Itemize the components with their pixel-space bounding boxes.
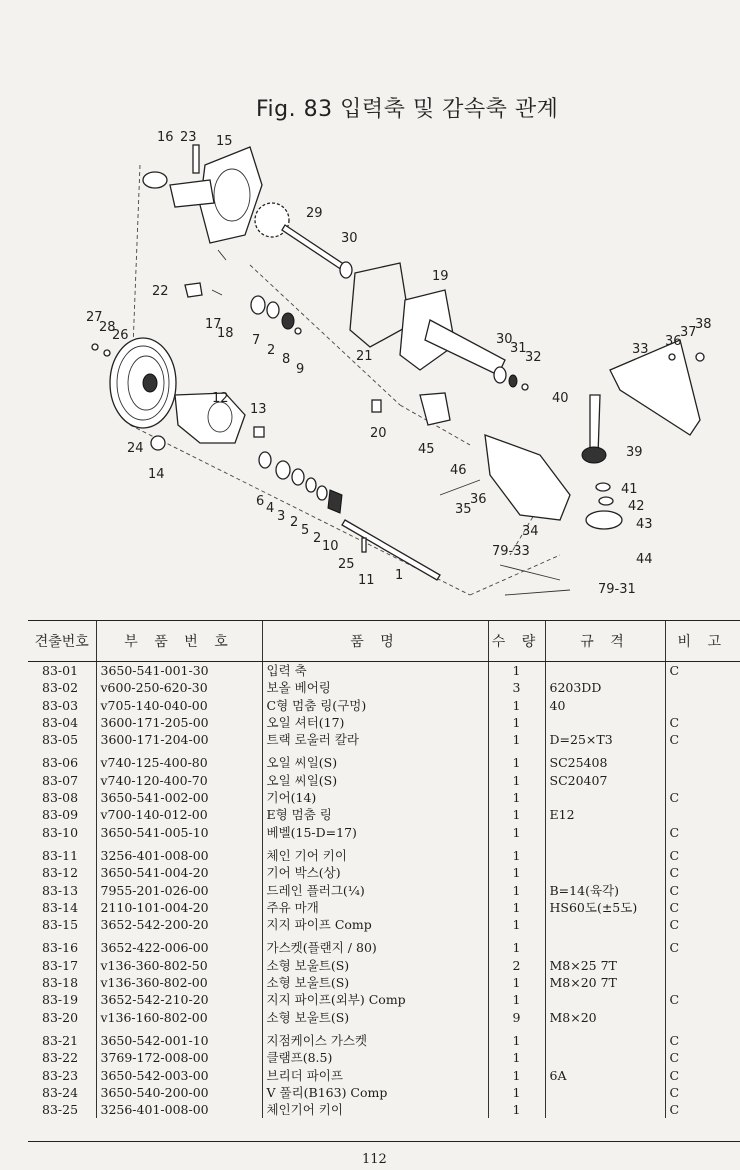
- gear-case-part: [485, 435, 570, 520]
- qty-cell: 1: [488, 1067, 545, 1084]
- part-no-cell: v705-140-040-00: [96, 697, 262, 714]
- flange-part: [586, 511, 622, 529]
- part-no-cell: v136-160-802-00: [96, 1009, 262, 1026]
- ref-no-cell: 83-16: [42, 940, 79, 956]
- bearing-part: [292, 469, 304, 485]
- washer-part: [92, 344, 98, 350]
- note-cell: C: [665, 991, 740, 1008]
- callout: 12: [212, 391, 229, 406]
- ref-no-cell: 83-23: [42, 1067, 79, 1083]
- part-name-cell: 소형 보울트(S): [262, 957, 488, 974]
- note-cell: C: [665, 1101, 740, 1118]
- part-name-cell: 브리더 파이프: [262, 1067, 488, 1084]
- callout: 1: [395, 568, 404, 583]
- spec-cell: HS60도(±5도): [545, 899, 665, 916]
- qty-cell: 1: [488, 714, 545, 731]
- callout: 24: [127, 441, 144, 456]
- callout: 9: [296, 362, 305, 377]
- callout: 5: [301, 523, 310, 538]
- note-cell: C: [665, 662, 740, 680]
- part-name-cell: 체인기어 키이: [262, 1101, 488, 1118]
- qty-cell: 1: [488, 806, 545, 823]
- ring-part: [596, 483, 610, 491]
- gear-part: [282, 313, 294, 329]
- callout: 30: [341, 231, 358, 246]
- part-no-cell: 3650-540-200-00: [96, 1084, 262, 1101]
- spec-cell: SC20407: [545, 772, 665, 789]
- gear-part: [509, 375, 517, 387]
- qty-cell: 9: [488, 1009, 545, 1026]
- spec-cell: [545, 824, 665, 841]
- part-name-cell: 보올 베어링: [262, 679, 488, 696]
- clamp-part: [185, 283, 202, 297]
- ring-part: [522, 384, 528, 390]
- ref-no-cell: 83-10: [42, 824, 79, 840]
- v-pulley-hub: [143, 374, 157, 392]
- callout: 14: [148, 467, 165, 482]
- bolt-part: [212, 290, 222, 295]
- callout: 39: [626, 445, 643, 460]
- part-no-cell: 3600-171-204-00: [96, 731, 262, 748]
- table-row: [28, 1067, 740, 1084]
- table-row: [28, 772, 740, 789]
- part-no-cell: 3652-422-006-00: [96, 933, 262, 956]
- note-cell: [665, 679, 740, 696]
- axis-line: [470, 555, 560, 595]
- part-name-cell: 지지 파이프(외부) Comp: [262, 991, 488, 1008]
- ref-no-cell: 83-22: [42, 1050, 79, 1066]
- bevel-gear-part: [582, 447, 606, 463]
- callout: 44: [636, 552, 653, 567]
- callout: 36: [665, 334, 682, 349]
- nut-part: [696, 353, 704, 361]
- part-name-cell: 트랙 로울러 칼라: [262, 731, 488, 748]
- spec-cell: M8×25 7T: [545, 957, 665, 974]
- table-row: [28, 957, 740, 974]
- part-name-cell: 소형 보울트(S): [262, 974, 488, 991]
- note-cell: [665, 806, 740, 823]
- part-no-cell: 3652-542-200-20: [96, 916, 262, 933]
- note-cell: C: [665, 789, 740, 806]
- part-name-cell: 오일 씨일(S): [262, 772, 488, 789]
- spec-cell: B=14(육각): [545, 882, 665, 899]
- table-row: [28, 789, 740, 806]
- part-no-cell: 3650-541-002-00: [96, 789, 262, 806]
- part-name-cell: 기어 박스(상): [262, 864, 488, 881]
- exploded-parts-diagram: [0, 125, 740, 620]
- table-row: [28, 974, 740, 991]
- col-header-spec: 규 격: [545, 621, 665, 662]
- key-part: [362, 538, 366, 552]
- part-no-cell: v740-125-400-80: [96, 748, 262, 771]
- ref-no-cell: 83-17: [42, 957, 79, 973]
- table-row: [28, 1009, 740, 1026]
- note-cell: C: [665, 841, 740, 864]
- spec-cell: M8×20: [545, 1009, 665, 1026]
- spec-cell: [545, 714, 665, 731]
- callout: 19: [432, 269, 449, 284]
- part-no-cell: v136-360-802-50: [96, 957, 262, 974]
- part-no-cell: 3256-401-008-00: [96, 1101, 262, 1118]
- part-name-cell: V 풀리(B163) Comp: [262, 1084, 488, 1101]
- breather-pipe-part: [193, 145, 199, 173]
- spec-cell: SC25408: [545, 748, 665, 771]
- callout: 2: [313, 531, 322, 546]
- callout: 16: [157, 130, 174, 145]
- callout: 37: [680, 325, 697, 340]
- spec-cell: 40: [545, 697, 665, 714]
- qty-cell: 1: [488, 697, 545, 714]
- qty-cell: 1: [488, 748, 545, 771]
- note-cell: C: [665, 882, 740, 899]
- spec-cell: M8×20 7T: [545, 974, 665, 991]
- callout: 11: [358, 573, 375, 588]
- qty-cell: 1: [488, 772, 545, 789]
- bevel-gear-part: [328, 490, 342, 513]
- callout: 2: [267, 343, 276, 358]
- callout: 6: [256, 494, 265, 509]
- callout: 30: [496, 332, 513, 347]
- callout: 46: [450, 463, 467, 478]
- qty-cell: 1: [488, 662, 545, 680]
- part-no-cell: 3256-401-008-00: [96, 841, 262, 864]
- table-row: [28, 714, 740, 731]
- part-no-cell: 2110-101-004-20: [96, 899, 262, 916]
- shutter-part: [317, 486, 327, 500]
- callout: 10: [322, 539, 339, 554]
- washer-part: [104, 350, 110, 356]
- callout: 26: [112, 328, 129, 343]
- spec-cell: [545, 916, 665, 933]
- spec-cell: [545, 1026, 665, 1049]
- ref-no-cell: 83-07: [42, 772, 79, 788]
- table-row: [28, 731, 740, 748]
- support-pipe-comp-part: [610, 340, 700, 435]
- callout: 36: [470, 492, 487, 507]
- table-row: [28, 933, 740, 956]
- note-cell: [665, 1009, 740, 1026]
- callout: 4: [266, 501, 275, 516]
- table-row: [28, 1084, 740, 1101]
- callout: 40: [552, 391, 569, 406]
- part-no-cell: 3769-172-008-00: [96, 1049, 262, 1066]
- table-row: [28, 991, 740, 1008]
- part-name-cell: 주유 마개: [262, 899, 488, 916]
- spec-cell: D=25×T3: [545, 731, 665, 748]
- part-no-cell: 3650-541-001-30: [96, 662, 262, 680]
- qty-cell: 1: [488, 1084, 545, 1101]
- table-row: [28, 1049, 740, 1066]
- table-row: [28, 679, 740, 696]
- note-cell: C: [665, 916, 740, 933]
- shaft-part: [342, 520, 440, 580]
- filler-cap-part: [151, 436, 165, 450]
- bearing-part: [340, 262, 352, 278]
- spec-cell: [545, 789, 665, 806]
- note-cell: [665, 957, 740, 974]
- spec-cell: [545, 864, 665, 881]
- frame-outline: [500, 565, 570, 595]
- callout: 45: [418, 442, 435, 457]
- col-header-part-no: 부 품 번 호: [96, 621, 262, 662]
- col-header-ref-no: 견출번호: [28, 621, 96, 662]
- part-name-cell: 오일 씨일(S): [262, 748, 488, 771]
- col-header-qty: 수 량: [488, 621, 545, 662]
- part-name-cell: 입력 축: [262, 662, 488, 680]
- part-no-cell: 3650-542-003-00: [96, 1067, 262, 1084]
- callout: 17: [205, 317, 222, 332]
- support-pipe-part: [170, 180, 214, 207]
- part-name-cell: 지점케이스 가스켓: [262, 1026, 488, 1049]
- table-row: [28, 748, 740, 771]
- qty-cell: 1: [488, 1049, 545, 1066]
- spec-cell: 6A: [545, 1067, 665, 1084]
- qty-cell: 1: [488, 841, 545, 864]
- part-name-cell: 소형 보울트(S): [262, 1009, 488, 1026]
- ref-no-cell: 83-13: [42, 882, 79, 898]
- spec-cell: [545, 933, 665, 956]
- breather-part: [143, 172, 167, 188]
- callout: 23: [180, 130, 197, 145]
- ref-no-cell: 83-01: [42, 663, 79, 678]
- part-name-cell: 가스켓(플랜지 / 80): [262, 933, 488, 956]
- ref-no-cell: 83-15: [42, 917, 79, 933]
- callout: 38: [695, 317, 712, 332]
- part-name-cell: 드레인 플러그(¼): [262, 882, 488, 899]
- gasket-part: [350, 263, 410, 347]
- drain-plug-part: [254, 427, 264, 437]
- figure-title: Fig. 83 입력축 및 감속축 관계: [256, 97, 559, 122]
- part-name-cell: C형 멈춤 링(구멍): [262, 697, 488, 714]
- col-header-note: 비 고: [665, 621, 740, 662]
- gear-box-part: [175, 393, 245, 443]
- ref-no-cell: 83-24: [42, 1084, 79, 1100]
- note-cell: C: [665, 824, 740, 841]
- part-name-cell: 오일 셔터(17): [262, 714, 488, 731]
- input-shaft-part: [282, 225, 345, 270]
- qty-cell: 1: [488, 824, 545, 841]
- callout: 7: [252, 333, 261, 348]
- col-header-name: 품 명: [262, 621, 488, 662]
- ref-no-cell: 83-02: [42, 680, 79, 696]
- note-cell: C: [665, 1084, 740, 1101]
- note-cell: C: [665, 731, 740, 748]
- part-name-cell: 지지 파이프 Comp: [262, 916, 488, 933]
- part-name-cell: E형 멈춤 링: [262, 806, 488, 823]
- part-no-cell: 3600-171-205-00: [96, 714, 262, 731]
- spec-cell: [545, 662, 665, 680]
- note-cell: C: [665, 864, 740, 881]
- callout: 20: [370, 426, 387, 441]
- table-row: [28, 1026, 740, 1049]
- spec-cell: E12: [545, 806, 665, 823]
- parts-table: [28, 620, 740, 1118]
- part-no-cell: 3650-541-004-20: [96, 864, 262, 881]
- qty-cell: 1: [488, 864, 545, 881]
- callout: 31: [510, 341, 527, 356]
- ref-no-cell: 83-14: [42, 899, 79, 915]
- callout: 28: [99, 320, 116, 335]
- part-no-cell: v136-360-802-00: [96, 974, 262, 991]
- part-name-cell: 베벨(15-D=17): [262, 824, 488, 841]
- callout: 79-31: [598, 582, 636, 597]
- callout: 43: [636, 517, 653, 532]
- callout: 18: [217, 326, 234, 341]
- bearing-part: [276, 461, 290, 479]
- table-row: [28, 864, 740, 881]
- spec-cell: [545, 1049, 665, 1066]
- seal-part: [599, 497, 613, 505]
- qty-cell: 3: [488, 679, 545, 696]
- callout: 21: [356, 349, 373, 364]
- note-cell: [665, 697, 740, 714]
- ref-no-cell: 83-21: [42, 1032, 79, 1048]
- bolt-part: [218, 250, 226, 260]
- callout: 27: [86, 310, 103, 325]
- qty-cell: 1: [488, 933, 545, 956]
- note-cell: C: [665, 1067, 740, 1084]
- table-row: [28, 916, 740, 933]
- ring-part: [295, 328, 301, 334]
- note-cell: C: [665, 714, 740, 731]
- bearing-part: [251, 296, 265, 314]
- part-no-cell: 3652-542-210-20: [96, 991, 262, 1008]
- table-header-row: [28, 621, 740, 662]
- collar-part: [306, 478, 316, 492]
- qty-cell: 1: [488, 899, 545, 916]
- note-cell: C: [665, 899, 740, 916]
- ref-no-cell: 83-04: [42, 714, 79, 730]
- callout: 25: [338, 557, 355, 572]
- ref-no-cell: 83-09: [42, 807, 79, 823]
- note-cell: C: [665, 1026, 740, 1049]
- oil-seal-part: [259, 452, 271, 468]
- spec-cell: [545, 991, 665, 1008]
- part-no-cell: v700-140-012-00: [96, 806, 262, 823]
- table-row: [28, 806, 740, 823]
- table-row: [28, 697, 740, 714]
- part-no-cell: 3650-541-005-10: [96, 824, 262, 841]
- qty-cell: 1: [488, 731, 545, 748]
- qty-cell: 2: [488, 957, 545, 974]
- table-row: [28, 662, 740, 680]
- part-name-cell: 체인 기어 키이: [262, 841, 488, 864]
- bracket-part: [420, 393, 450, 425]
- callout: 13: [250, 402, 267, 417]
- qty-cell: 1: [488, 1101, 545, 1118]
- qty-cell: 1: [488, 916, 545, 933]
- ref-no-cell: 83-06: [42, 755, 79, 771]
- ref-no-cell: 83-18: [42, 975, 79, 991]
- qty-cell: 1: [488, 991, 545, 1008]
- bearing-part: [494, 367, 506, 383]
- note-cell: [665, 974, 740, 991]
- table-row: [28, 1101, 740, 1118]
- spec-cell: 6203DD: [545, 679, 665, 696]
- table-row: [28, 841, 740, 864]
- callout: 34: [522, 524, 539, 539]
- bearing-part: [267, 302, 279, 318]
- part-name-cell: 기어(14): [262, 789, 488, 806]
- page-number: 112: [362, 1152, 387, 1167]
- callout: 8: [282, 352, 291, 367]
- table-bottom-rule: [28, 1141, 740, 1142]
- ref-no-cell: 83-25: [42, 1102, 79, 1118]
- part-no-cell: v740-120-400-70: [96, 772, 262, 789]
- washer-part: [669, 354, 675, 360]
- qty-cell: 1: [488, 974, 545, 991]
- table-row: [28, 882, 740, 899]
- ref-no-cell: 83-11: [42, 847, 79, 863]
- part-no-cell: 3650-542-001-10: [96, 1026, 262, 1049]
- table-row: [28, 899, 740, 916]
- bolt-part: [372, 400, 381, 412]
- callout: 41: [621, 482, 638, 497]
- ref-no-cell: 83-08: [42, 790, 79, 806]
- note-cell: C: [665, 933, 740, 956]
- note-cell: C: [665, 1049, 740, 1066]
- part-no-cell: 7955-201-026-00: [96, 882, 262, 899]
- callout: 42: [628, 499, 645, 514]
- note-cell: [665, 772, 740, 789]
- qty-cell: 1: [488, 789, 545, 806]
- spec-cell: [545, 1084, 665, 1101]
- spec-cell: [545, 1101, 665, 1118]
- callout: 15: [216, 134, 233, 149]
- callout: 22: [152, 284, 169, 299]
- ref-no-cell: 83-05: [42, 732, 79, 748]
- diagram-svg: [0, 125, 740, 620]
- callout: 32: [525, 350, 542, 365]
- callout: 2: [290, 515, 299, 530]
- callout: 3: [277, 509, 286, 524]
- vertical-shaft-part: [590, 395, 600, 455]
- table-row: [28, 824, 740, 841]
- callout: 79-33: [492, 544, 530, 559]
- callout: 33: [632, 342, 649, 357]
- qty-cell: 1: [488, 882, 545, 899]
- callout: 29: [306, 206, 323, 221]
- ref-no-cell: 83-03: [42, 697, 79, 713]
- part-no-cell: v600-250-620-30: [96, 679, 262, 696]
- ref-no-cell: 83-19: [42, 992, 79, 1008]
- ref-no-cell: 83-12: [42, 865, 79, 881]
- ref-no-cell: 83-20: [42, 1009, 79, 1025]
- qty-cell: 1: [488, 1026, 545, 1049]
- spec-cell: [545, 841, 665, 864]
- note-cell: [665, 748, 740, 771]
- part-name-cell: 클램프(8.5): [262, 1049, 488, 1066]
- callout: 35: [455, 502, 472, 517]
